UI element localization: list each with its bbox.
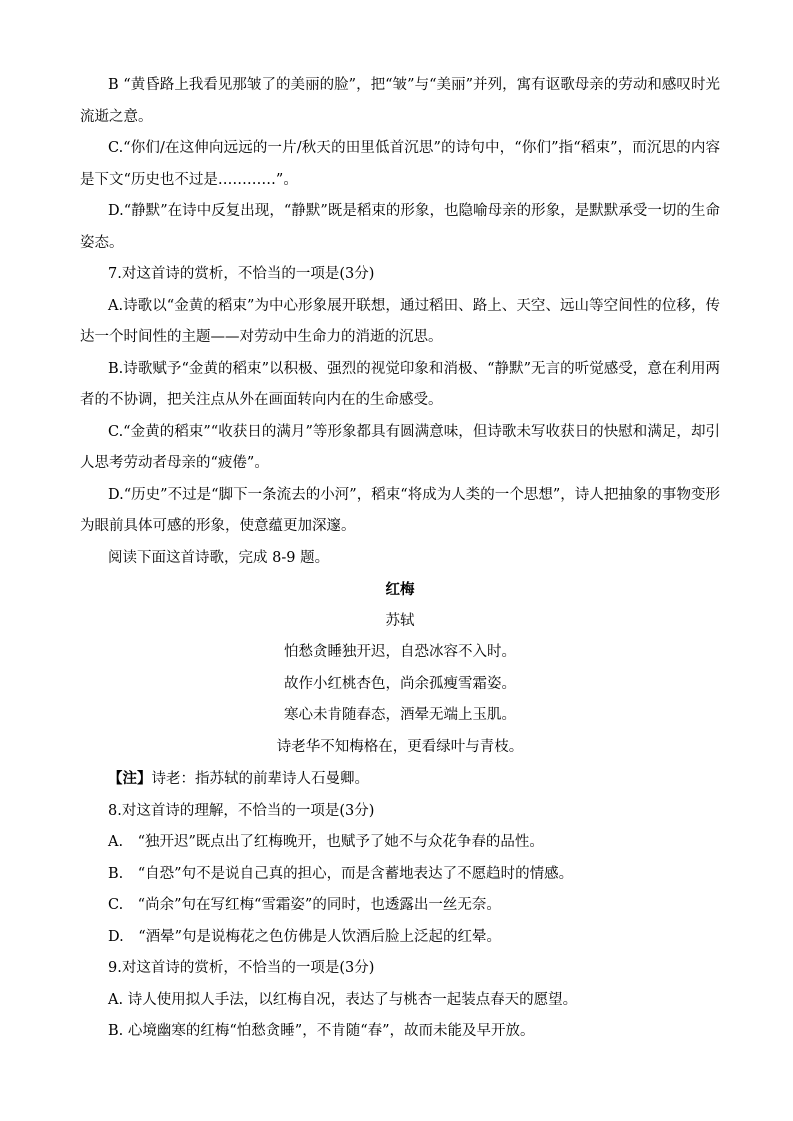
reading-instruction: 阅读下面这首诗歌，完成 8-9 题。: [108, 549, 330, 566]
q8-option-b: B. “自恐”句不是说自己真的担心，而是含蓄地表达了不愿趋时的情感。: [108, 865, 574, 882]
q9-option-a: A. 诗人使用拟人手法，以红梅自况，表达了与桃杏一起装点春天的愿望。: [108, 991, 578, 1008]
note-text: 诗老：指苏轼的前辈诗人石曼卿。: [151, 771, 369, 787]
q8-option-c: C. “尚余”句在写红梅“雪霜姿”的同时，也透露出一丝无奈。: [108, 897, 501, 913]
poem-note: [80, 763, 720, 796]
q7-stem: 7.对这首诗的赏析，不恰当的一项是(3分): [108, 266, 375, 282]
q8-option-a: A. “独开迟”既点出了红梅晚开，也赋予了她不与众花争春的品性。: [108, 834, 544, 850]
q7-option-b: B.诗歌赋予“金黄的稻束”以积极、强烈的视觉印象和消极、“静默”无言的听觉感受，意在利用两者的不协调，把关注点从外在画面转向内在的生命感受。: [80, 360, 720, 408]
q6-option-b: B “黄昏路上我看见那皱了的美丽的脸”，把“皱”与“美丽”并列，寓有讴歌母亲的劳动和感叹时光流逝之意。: [80, 77, 720, 125]
document-body: [80, 70, 720, 1048]
poem-line: 寒心未肯随春态，酒晕无端上玉肌。: [284, 707, 516, 723]
poem-line: 故作小红桃杏色，尚余孤瘦雪霜姿。: [284, 675, 516, 692]
q8-stem: 8.对这首诗的理解，不恰当的一项是(3分): [108, 802, 375, 819]
q8-option-d: D. “酒晕”句是说梅花之色仿佛是人饮酒后脸上泛起的红晕。: [108, 928, 502, 945]
q7-option-c: C.“金黄的稻束”“收获日的满月”等形象都具有圆满意味，但诗歌未写收获日的快慰和满足，却引人思考劳动者母亲的“疲倦”。: [80, 423, 720, 471]
poem-author: 苏轼: [385, 612, 415, 629]
q9-stem: 9.对这首诗的赏析，不恰当的一项是(3分): [108, 960, 375, 976]
q9-option-b: B. 心境幽寒的红梅“怕愁贪睡”，不肯随“春”，故而未能及早开放。: [108, 1023, 535, 1039]
poem-line: 诗老华不知梅格在，更看绿叶与青枝。: [276, 738, 524, 755]
poem-line: 怕愁贪睡独开迟，自恐冰容不入时。: [284, 644, 516, 660]
poem-title: 红梅: [385, 581, 415, 598]
q6-option-c: C.“你们/在这伸向远远的一片/秋天的田里低首沉思”的诗句中，“你们”指“稻束”，而沉思的内容是下文“历史也不过是…………”。: [80, 140, 720, 188]
note-label: 【注】: [108, 770, 152, 787]
q6-option-d: D.“静默”在诗中反复出现，“静默”既是稻束的形象，也隐喻母亲的形象，是默默承受一切的生命姿态。: [80, 203, 720, 251]
q7-option-a: A.诗歌以“金黄的稻束”为中心形象展开联想，通过稻田、路上、天空、远山等空间性的位移，传达一个时间性的主题——对劳动中生命力的消逝的沉思。: [80, 297, 720, 345]
q7-option-d: D.“历史”不过是“脚下一条流去的小河”，稻束“将成为人类的一个思想”，诗人把抽象的事物变形为眼前具体可感的形象，使意蕴更加深邃。: [80, 486, 720, 534]
